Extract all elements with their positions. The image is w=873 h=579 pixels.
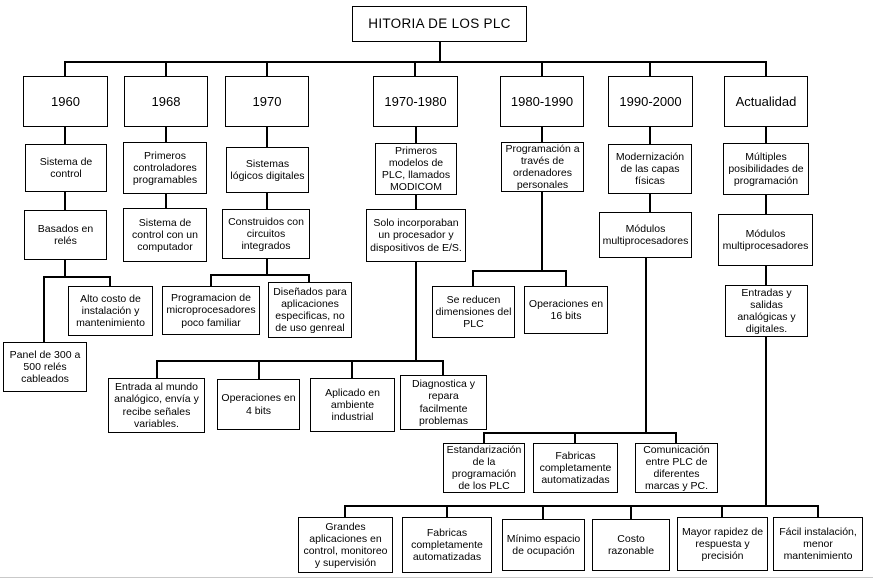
node-modernizacion-capas: Modernización de las capas físicas — [608, 144, 692, 194]
node-fabricas-automatizadas-1: Fabricas completamente automatizadas — [533, 443, 618, 493]
connector-line — [765, 266, 767, 285]
node-basados-en-reles: Basados en relés — [24, 210, 107, 260]
connector-line — [156, 360, 158, 378]
connector-line — [765, 337, 767, 507]
connector-line — [541, 192, 543, 272]
node-estandarizacion: Estandarización de la programación de los PLC — [443, 443, 525, 493]
node-entrada-mundo-analogico: Entrada al mundo analógico, envía y recibe señales variables. — [108, 378, 205, 433]
node-diagnostica-repara: Diagnostica y repara facilmente problemas — [400, 375, 487, 430]
connector-line — [344, 505, 346, 517]
node-programacion-ordenadores: Programación a través de ordenadores personales — [501, 142, 584, 192]
connector-line — [64, 192, 66, 210]
node-comunicacion-plc: Comunicación entre PLC de diferentes marcas y PC. — [635, 443, 718, 493]
node-panel-reles: Panel de 300 a 500 relés cableados — [3, 342, 87, 392]
connector-line — [64, 127, 66, 144]
connector-line — [210, 274, 310, 276]
node-aplicado-industrial: Aplicado en ambiente industrial — [310, 378, 395, 432]
connector-line — [574, 432, 576, 443]
connector-line — [472, 270, 566, 272]
connector-line — [414, 61, 416, 76]
connector-line — [765, 195, 767, 214]
node-era-1960: 1960 — [23, 76, 108, 127]
connector-line — [165, 194, 167, 208]
connector-line — [266, 61, 268, 76]
node-sistema-de-control: Sistema de control — [25, 144, 107, 192]
connector-line — [109, 276, 111, 286]
node-operaciones-4-bits: Operaciones en 4 bits — [217, 379, 300, 430]
connector-line — [483, 432, 677, 434]
connector-line — [541, 127, 543, 142]
node-era-1970-1980: 1970-1980 — [373, 76, 458, 127]
node-minimo-espacio: Mínimo espacio de ocupación — [502, 519, 585, 571]
node-operaciones-16-bits: Operaciones en 16 bits — [524, 286, 608, 334]
connector-line — [64, 61, 66, 76]
node-se-reducen-dimensiones: Se reducen dimensiones del PLC — [432, 286, 515, 338]
connector-line — [165, 127, 167, 142]
connector-line — [165, 61, 167, 76]
connector-line — [415, 262, 417, 362]
connector-line — [817, 505, 819, 517]
connector-line — [649, 127, 651, 144]
connector-line — [258, 360, 260, 379]
connector-line — [565, 270, 567, 286]
connector-line — [675, 432, 677, 443]
connector-line — [266, 193, 268, 209]
connector-line — [630, 505, 632, 519]
connector-line — [541, 61, 543, 76]
node-modulos-multiprocesadores-1990: Módulos multiprocesadores — [599, 212, 692, 258]
node-programacion-micro: Programacion de microprocesadores poco familiar — [162, 286, 260, 335]
connector-line — [210, 274, 212, 286]
connector-line — [649, 194, 651, 212]
node-facil-instalacion: Fácil instalación, menor mantenimiento — [773, 517, 863, 571]
node-fabricas-automatizadas-2: Fabricas completamente automatizadas — [402, 517, 492, 573]
connector-line — [44, 276, 111, 278]
node-primeros-modelos-modicom: Primeros modelos de PLC, llamados MODICOM — [375, 143, 457, 195]
connector-line — [542, 505, 544, 519]
node-modulos-multiprocesadores-actualidad: Módulos multiprocesadores — [718, 214, 813, 266]
node-construidos-circuitos: Construidos con circuitos integrados — [222, 209, 310, 259]
node-solo-incorporaban: Solo incorporaban un procesador y dispositivos de E/S. — [366, 209, 466, 262]
connector-line — [266, 127, 268, 147]
node-era-1968: 1968 — [124, 76, 208, 127]
connector-line — [442, 360, 444, 375]
connector-line — [308, 274, 310, 282]
connector-line — [415, 195, 417, 209]
node-costo-razonable: Costo razonable — [592, 519, 670, 571]
node-era-actualidad: Actualidad — [724, 76, 808, 127]
node-entradas-salidas: Entradas y salidas analógicas y digitales. — [725, 285, 808, 337]
connector-line — [351, 360, 353, 378]
page-border-line — [0, 577, 873, 578]
node-era-1990-2000: 1990-2000 — [608, 76, 693, 127]
node-disenados-especificas: Diseñados para aplicaciones especificas, no de uso genreal — [268, 282, 352, 338]
node-sistemas-logicos: Sistemas lógicos digitales — [226, 147, 309, 193]
connector-line — [721, 505, 723, 517]
connector-line — [472, 270, 474, 286]
connector-line — [765, 127, 767, 143]
node-alto-costo: Alto costo de instalación y mantenimiento — [68, 286, 153, 336]
connector-line — [65, 61, 767, 63]
node-sistema-computador: Sistema de control con un computador — [123, 208, 207, 262]
connector-line — [415, 127, 417, 143]
node-title: HITORIA DE LOS PLC — [352, 6, 527, 42]
node-mayor-rapidez: Mayor rapidez de respuesta y precisión — [677, 517, 768, 571]
connector-line — [483, 432, 485, 443]
connector-line — [439, 42, 441, 62]
node-multiples-posibilidades: Múltiples posibilidades de programación — [723, 143, 809, 195]
node-primeros-controladores: Primeros controladores programables — [123, 142, 207, 194]
connector-line — [43, 276, 45, 342]
connector-line — [649, 61, 651, 76]
connector-line — [765, 61, 767, 76]
connector-line — [645, 258, 647, 434]
connector-line — [344, 505, 818, 507]
connector-line — [156, 360, 444, 362]
node-era-1980-1990: 1980-1990 — [500, 76, 584, 127]
connector-line — [446, 505, 448, 517]
node-era-1970: 1970 — [225, 76, 309, 127]
node-grandes-aplicaciones: Grandes aplicaciones en control, monitoreo y supervisión — [298, 517, 393, 573]
